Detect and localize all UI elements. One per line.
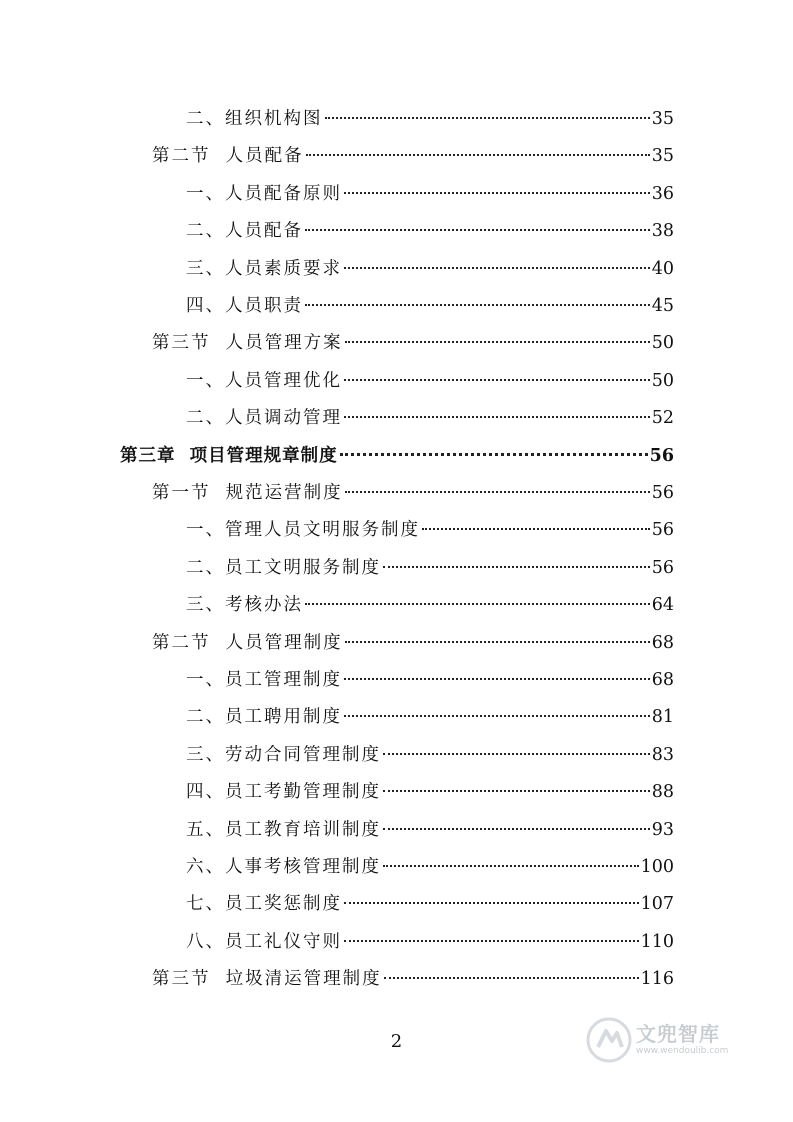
- toc-entry-title: 一、管理人员文明服务制度: [186, 520, 420, 541]
- toc-entry-page: 38: [651, 221, 674, 242]
- toc-leader-dots: [344, 678, 650, 680]
- toc-entry-title: 第三章 项目管理规章制度: [120, 445, 338, 466]
- toc-leader-dots: [383, 828, 650, 830]
- toc-entry-page: 56: [651, 483, 674, 503]
- toc-entry[interactable]: [186, 780, 674, 804]
- toc-entry[interactable]: [152, 331, 674, 355]
- toc-entry[interactable]: [186, 892, 674, 916]
- toc-entry-page: 35: [651, 109, 674, 129]
- toc-entry-title: 五、员工教育培训制度: [186, 819, 381, 840]
- wendou-logo-icon: [586, 1017, 632, 1063]
- toc-entry-title: 六、人事考核管理制度: [186, 857, 381, 877]
- toc-entry-page: 50: [651, 333, 674, 354]
- toc-entry[interactable]: [152, 144, 674, 168]
- toc-leader-dots: [344, 416, 650, 418]
- toc-entry-title: 一、人员配备原则: [186, 183, 342, 204]
- toc-entry-page: 64: [651, 595, 674, 616]
- toc-entry[interactable]: [120, 444, 674, 468]
- toc-entry-page: 68: [651, 632, 674, 653]
- toc-entry-title: 二、人员调动管理: [186, 408, 342, 429]
- toc-leader-dots: [344, 192, 650, 194]
- toc-leader-dots: [383, 566, 650, 568]
- toc-entry-page: 81: [651, 707, 674, 728]
- toc-entry[interactable]: [186, 406, 674, 430]
- toc-entry-title: 三、劳动合同管理制度: [186, 744, 381, 765]
- toc-entry-page: 50: [651, 370, 674, 391]
- toc-leader-dots: [345, 341, 650, 343]
- toc-entry[interactable]: [152, 967, 674, 991]
- toc-entry[interactable]: [186, 705, 674, 729]
- toc-entry-page: 110: [640, 931, 674, 952]
- toc-leader-dots: [325, 117, 650, 119]
- toc-leader-dots: [305, 304, 650, 306]
- toc-entry-page: 36: [651, 183, 674, 204]
- toc-entry-page: 52: [651, 408, 674, 429]
- toc-leader-dots: [344, 902, 639, 904]
- toc-entry[interactable]: [152, 481, 674, 505]
- toc-leader-dots: [344, 267, 650, 269]
- toc-entry-page: 93: [651, 819, 674, 840]
- toc-entry-title: 三、考核办法: [186, 595, 303, 616]
- toc-leader-dots: [345, 641, 650, 643]
- toc-leader-dots: [383, 790, 650, 792]
- toc-entry-page: 56: [651, 557, 674, 578]
- toc-entry[interactable]: [186, 593, 674, 617]
- toc-entry-title: 第二节 人员管理制度: [152, 632, 343, 653]
- toc-entry-page: 116: [640, 969, 674, 990]
- toc-entry-title: 第三节 垃圾清运管理制度: [152, 969, 382, 990]
- toc-entry-title: 四、员工考勤管理制度: [186, 782, 381, 803]
- toc-entry-page: 45: [651, 296, 674, 316]
- toc-entry[interactable]: [186, 556, 674, 580]
- toc-entry-title: 二、人员配备: [186, 221, 303, 242]
- toc-entry[interactable]: [186, 743, 674, 767]
- toc-entry-title: 第三节 人员管理方案: [152, 333, 343, 354]
- toc-entry[interactable]: [186, 182, 674, 206]
- toc-entry-title: 第一节 规范运营制度: [152, 483, 343, 503]
- page-number: 2: [390, 1031, 403, 1052]
- toc-leader-dots: [344, 715, 650, 717]
- toc-entry-title: 七、员工奖惩制度: [186, 894, 342, 915]
- toc-leader-dots: [305, 603, 650, 605]
- toc-entry[interactable]: [186, 668, 674, 692]
- toc-entry-page: 40: [651, 258, 674, 279]
- toc-leader-dots: [305, 229, 650, 231]
- watermark-title: 文兜智库: [636, 1022, 720, 1046]
- toc-entry-page: 107: [640, 894, 674, 915]
- toc-entry-title: 二、员工文明服务制度: [186, 557, 381, 578]
- toc-entry[interactable]: [186, 294, 674, 318]
- toc-entry-title: 八、员工礼仪守则: [186, 931, 342, 952]
- toc-entry[interactable]: [186, 518, 674, 542]
- toc-entry-page: 56: [649, 445, 674, 466]
- toc-entry[interactable]: [186, 257, 674, 281]
- toc-entry[interactable]: [152, 631, 674, 655]
- toc-entry-page: 100: [640, 857, 674, 877]
- toc-entry[interactable]: [186, 818, 674, 842]
- toc-leader-dots: [345, 491, 650, 493]
- toc-entry[interactable]: [186, 930, 674, 954]
- toc-entry[interactable]: [186, 369, 674, 393]
- toc-leader-dots: [306, 154, 650, 156]
- toc-leader-dots: [383, 753, 650, 755]
- toc-leader-dots: [344, 940, 639, 942]
- toc-entry-page: 88: [651, 782, 674, 803]
- toc-entry[interactable]: [186, 855, 674, 879]
- toc-entry[interactable]: [186, 219, 674, 243]
- toc-leader-dots: [340, 453, 648, 456]
- toc-entry-title: 三、人员素质要求: [186, 258, 342, 279]
- toc-entry-title: 一、员工管理制度: [186, 670, 342, 690]
- toc-entry-page: 83: [651, 744, 674, 765]
- toc-entry-title: 二、员工聘用制度: [186, 707, 342, 728]
- watermark: [586, 1017, 728, 1063]
- toc-entry[interactable]: [186, 107, 674, 131]
- toc-entry-title: 四、人员职责: [186, 296, 303, 316]
- toc-entry-title: 第二节 人员配备: [152, 146, 304, 167]
- toc-entry-title: 一、人员管理优化: [186, 370, 342, 391]
- toc-entry-page: 56: [651, 520, 674, 541]
- toc-entry-page: 68: [651, 670, 674, 690]
- toc-entry-page: 35: [651, 146, 674, 167]
- toc-leader-dots: [422, 528, 650, 530]
- watermark-url: www.wendoulib.com: [636, 1046, 729, 1056]
- toc-leader-dots: [383, 865, 639, 867]
- toc-entry-title: 二、组织机构图: [186, 109, 323, 129]
- toc-leader-dots: [344, 379, 650, 381]
- toc-leader-dots: [384, 977, 639, 979]
